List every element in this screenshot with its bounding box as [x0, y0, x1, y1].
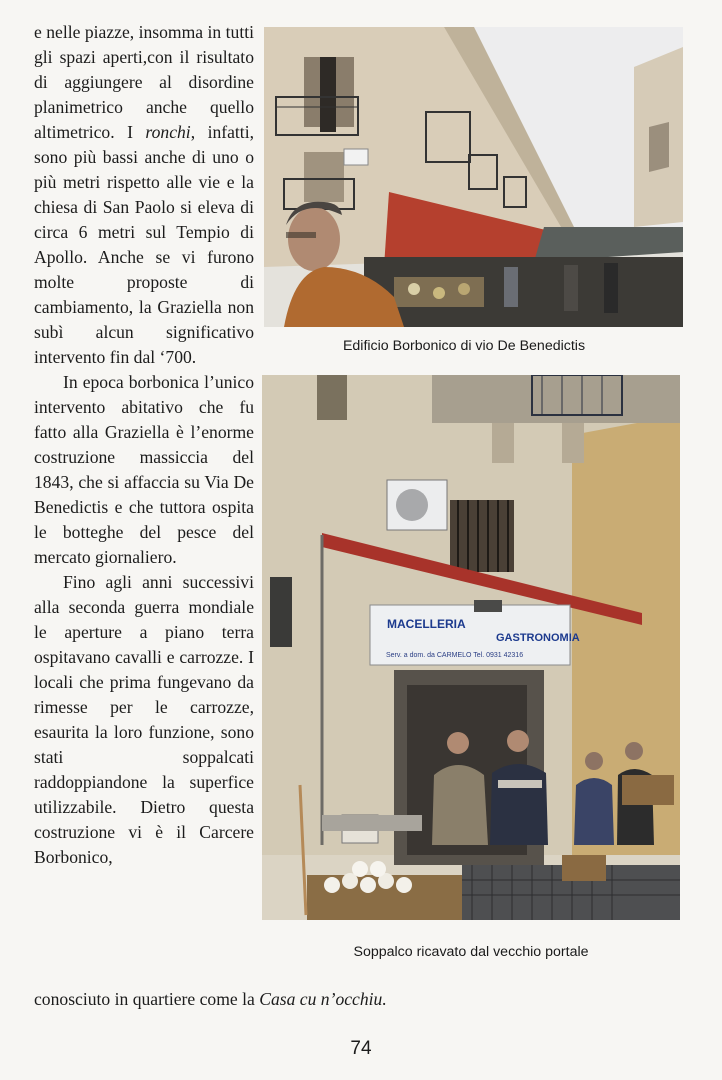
ronchi-term: ronchi — [145, 122, 191, 142]
caption-top-photo: Edificio Borbonico di vio De Benedictis — [342, 338, 586, 354]
page-number: 74 — [350, 1038, 372, 1059]
paragraph-3: Fino agli anni successivi alla seconda guerra mondiale le aperture a piano terra ospitavano cavalli e carrozze. I locali che prima fungevano da rimesse per le carrozze, esaurita la loro funzione, sono stati soppalcati raddoppiandone la superfice utilizzabile. Dietro questa costruzione vi è il Carcere Borbonico, — [34, 572, 254, 867]
photo-edificio-borbonico — [264, 27, 683, 327]
market-street-illustration — [264, 27, 683, 327]
sign-right-text: GASTRONOMIA — [496, 632, 580, 644]
paragraph-1-text: e nelle piazze, insomma in tutti gli spazi aperti,con il risultato di aggiungere al disordine planimetrico anche quello altimetrico. — [34, 22, 254, 142]
sign-sub-text: Serv. a dom. da CARMELO Tel. 0931 42316 — [386, 652, 524, 659]
photo-soppalco — [262, 375, 680, 920]
body-text-column — [34, 20, 254, 870]
storefront-illustration — [262, 375, 680, 920]
casa-term: Casa cu n’occhiu. — [259, 989, 387, 1009]
paragraph-2: In epoca borbonica l’unico intervento abitativo che fu fatto alla Graziella è l’enorme costruzione massiccia del 1843, che si affaccia su Via De Benedictis e che tuttora ospita le botteghe del pesce del mercato giornaliero. — [34, 372, 254, 567]
paragraph-1b-text: , infatti, sono più bassi anche di uno o più metri rispetto alle vie e la chiesa di San Paolo si eleva di circa 6 metri sul Tempio di Apollo. Anche se vi furono molte proposte di cambiamento, la Graziella non subì alcun significativo intervento fin dal ‘700. — [34, 122, 254, 367]
sign-left-text: MACELLERIA — [387, 617, 466, 631]
caption-bottom-photo: Soppalco ricavato dal vecchio portale — [353, 944, 589, 960]
tail-text: conosciuto in quartiere come la — [34, 989, 260, 1009]
paragraph-tail — [34, 987, 494, 1012]
paragraph-1 — [34, 20, 254, 370]
paragraph-1b-pre: I — [127, 122, 146, 142]
